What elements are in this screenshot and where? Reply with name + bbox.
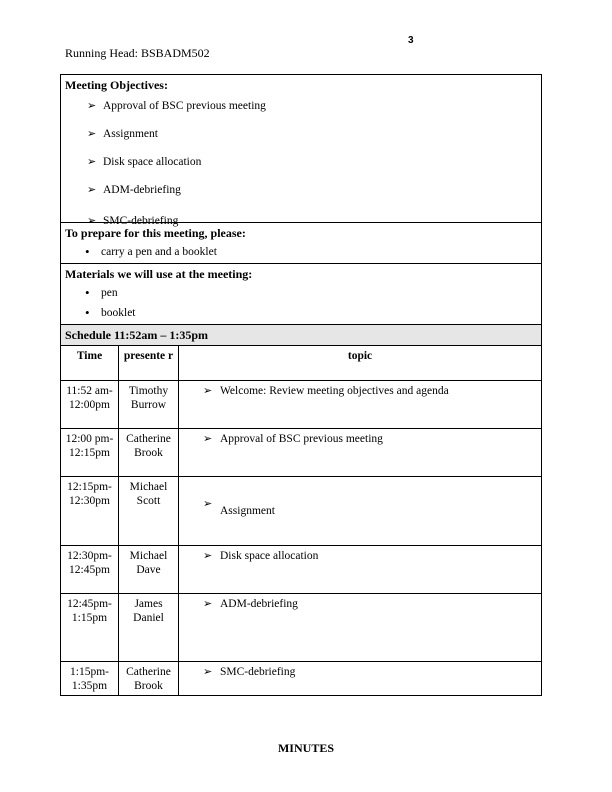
- time-cell: 11:52 am-12:00pm: [61, 380, 119, 428]
- topic-cell: ➢ Welcome: Review meeting objectives and agenda: [179, 380, 542, 428]
- presenter-cell: Catherine Brook: [119, 661, 179, 695]
- topic-cell: ➢ Assignment: [179, 476, 542, 545]
- table-row: [61, 476, 541, 545]
- arrow-bullet-icon: ➢: [203, 432, 213, 445]
- arrow-bullet-icon: ➢: [203, 549, 213, 562]
- list-item: ➢ Approval of BSC previous meeting: [87, 94, 537, 122]
- minutes-heading: MINUTES: [277, 741, 334, 755]
- list-item: ➢ SMC-debriefing: [87, 209, 537, 233]
- arrow-bullet-icon: ➢: [203, 497, 213, 510]
- schedule-title: Schedule 11:52am – 1:35pm: [61, 325, 541, 346]
- arrow-bullet-icon: ➢: [87, 156, 97, 168]
- arrow-bullet-icon: ➢: [203, 384, 213, 397]
- objectives-title: Meeting Objectives:: [65, 78, 168, 92]
- objectives-section: [61, 75, 541, 227]
- list-item: ➢ Disk space allocation: [87, 150, 537, 178]
- dot-bullet-icon: •: [85, 285, 90, 300]
- presenter-cell: Timothy Burrow: [119, 380, 179, 428]
- dot-bullet-icon: •: [85, 305, 90, 320]
- time-cell: 12:15pm-12:30pm: [61, 476, 119, 545]
- presenter-cell: Michael Scott: [119, 476, 179, 545]
- time-cell: 12:30pm-12:45pm: [61, 545, 119, 593]
- dot-bullet-icon: •: [85, 244, 90, 259]
- table-row: [61, 428, 541, 476]
- presenter-cell: Michael Dave: [119, 545, 179, 593]
- column-header-time: Time: [61, 346, 119, 380]
- topic-cell: ➢ Approval of BSC previous meeting: [179, 428, 542, 476]
- arrow-bullet-icon: ➢: [87, 100, 97, 112]
- materials-section: [61, 264, 541, 325]
- table-row: [61, 661, 541, 695]
- time-cell: 1:15pm-1:35pm: [61, 661, 119, 695]
- presenter-cell: Catherine Brook: [119, 428, 179, 476]
- prepare-list: [65, 241, 537, 261]
- arrow-bullet-icon: ➢: [87, 184, 97, 196]
- list-item: • pen: [85, 282, 537, 302]
- running-head: Running Head: BSBADM502: [65, 46, 210, 60]
- list-item: ➢ ADM-debriefing: [87, 178, 537, 206]
- time-cell: 12:45pm-1:15pm: [61, 593, 119, 661]
- topic-cell: ➢ Disk space allocation: [179, 545, 542, 593]
- agenda-document: [60, 74, 542, 696]
- arrow-bullet-icon: ➢: [203, 665, 213, 678]
- presenter-cell: James Daniel: [119, 593, 179, 661]
- table-row: [61, 380, 541, 428]
- prepare-title: To prepare for this meeting, please:: [65, 226, 246, 240]
- materials-list: [65, 282, 537, 322]
- time-cell: 12:00 pm-12:15pm: [61, 428, 119, 476]
- arrow-bullet-icon: ➢: [87, 215, 97, 227]
- topic-cell: ➢ ADM-debriefing: [179, 593, 542, 661]
- objectives-list: [65, 94, 537, 233]
- table-header-row: [61, 346, 541, 380]
- table-row: [61, 593, 541, 661]
- list-item: ➢ Assignment: [87, 122, 537, 150]
- column-header-presenter: presente r: [119, 346, 179, 380]
- list-item: • carry a pen and a booklet: [85, 241, 537, 261]
- schedule-table: [61, 346, 541, 695]
- table-row: [61, 545, 541, 593]
- column-header-topic: topic: [179, 346, 542, 380]
- page-number: 3: [408, 35, 414, 46]
- list-item: • booklet: [85, 302, 537, 322]
- materials-title: Materials we will use at the meeting:: [65, 267, 253, 281]
- arrow-bullet-icon: ➢: [87, 128, 97, 140]
- topic-cell: ➢ SMC-debriefing: [203, 665, 296, 678]
- arrow-bullet-icon: ➢: [203, 597, 213, 610]
